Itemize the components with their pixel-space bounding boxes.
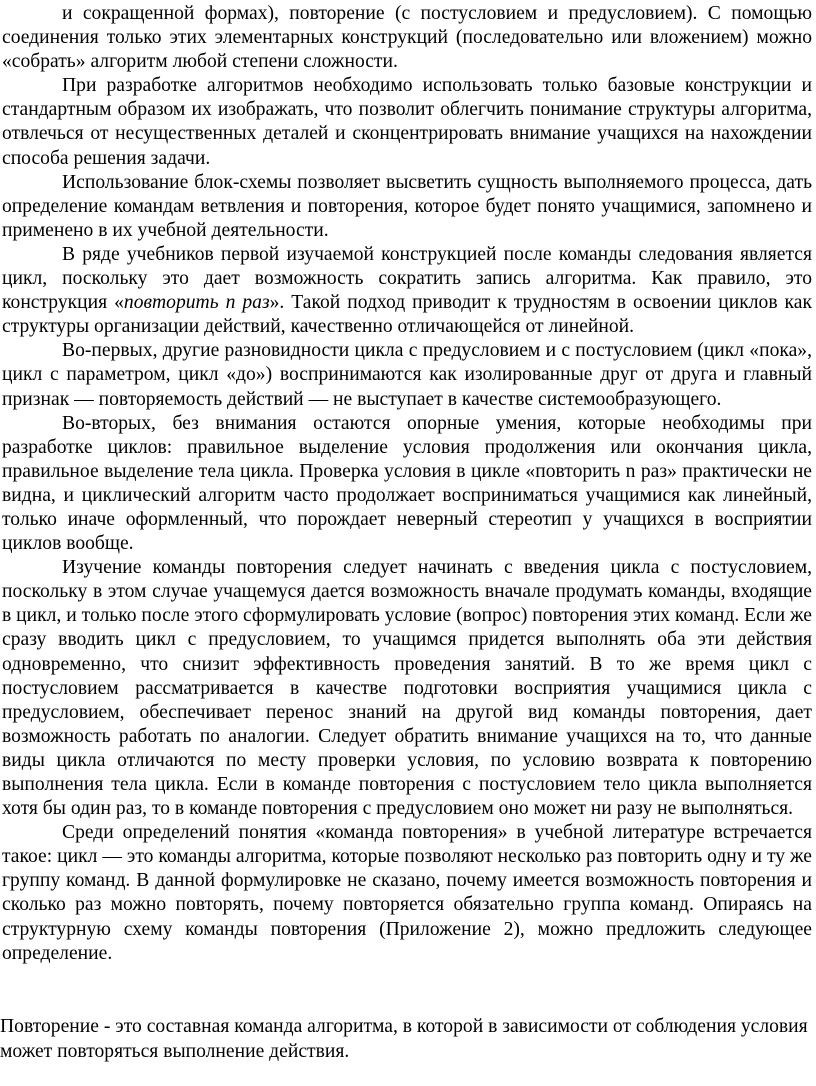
paragraph-8: Среди определений понятия «команда повторения» в учебной литературе встречается такое: цикл — это команды алгоритма, которые позволяют несколько раз повторить одну и ту же группу команд. В данной формулировке не сказано, почему имеется возможность повторения и сколько раз можно повторять, почему повторяется обязательно группа команд. Опираясь на структурную схему команды повторения (Приложение 2), можно предложить следующее определение.: [2, 822, 812, 964]
paragraph-7: Изучение команды повторения следует начинать с введения цикла с постусловием, поскольку в этом случае учащемуся дается возможность вначале продумать команды, входящие в цикл, и только после этого сформулировать условие (вопрос) повторения этих команд. Если же сразу вводить цикл с предусловием, то учащимся придется выполнять оба эти действия одновременно, что снизит эффективность проведения занятий. В то же время цикл с постусловием рассматривается в качестве подготовки восприятия учащимися цикла с предусловием, обеспечивает перенос знаний на другой вид команды повторения, дает возможность работать по аналогии. Следует обратить внимание учащихся на то, что данные виды цикла отличаются по месту проверки условия, по условию возврата к повторению выполнения тела цикла. Если в команде повторения с постусловием тело цикла выполняется хотя бы один раз, то в команде повторения с предусловием оно может ни разу не выполняться.: [2, 557, 812, 820]
definition-paragraph: Повторение - это составная команда алгоритма, в которой в зависимости от соблюдения условия может повторяться выполнение действия.: [0, 1016, 808, 1062]
paragraph-4-text-start: В ряде учебников первой изучаемой конструкцией после команды следования является цикл, поскольку это дает возможность сократить запись алгоритма. Как правило, это конструкция «: [2, 243, 812, 314]
paragraph-4-italic-phrase: повторить n раз: [123, 292, 270, 314]
paragraph-2: При разработке алгоритмов необходимо использовать только базовые конструкции и стандартным образом их изображать, что позволит облегчить понимание структуры алгоритма, отвлечься от несущественных деталей и сконцентрировать внимание учащихся на нахождении способа решения задачи.: [2, 75, 812, 169]
paragraph-4: [2, 243, 812, 339]
document-body: [2, 2, 812, 966]
paragraph-3: Использование блок-схемы позволяет высветить сущность выполняемого процесса, дать определение командам ветвления и повторения, которое будет понято учащимися, запомнено и применено в их учебной деятельности.: [2, 171, 812, 241]
paragraph-6: Во-вторых, без внимания остаются опорные умения, которые необходимы при разработке циклов: правильное выделение условия продолжения или окончания цикла, правильное выделение тела цикла. Проверка условия в цикле «повторить n раз» практически не видна, и циклический алгоритм часто продолжает восприниматься учащимися как линейный, только иначе оформленный, что порождает неверный стереотип у учащихся в восприятии циклов вообще.: [2, 412, 812, 555]
paragraph-5: Во-первых, другие разновидности цикла с предусловием и с постусловием (цикл «пока», цикл с параметром, цикл «до») воспринимаются как изолированные друг от друга и главный признак — повторяемость действий — не выступает в качестве системообразующего.: [2, 340, 812, 410]
paragraph-4-text-end: ». Такой подход приводит к трудностям в освоении циклов как структуры организации действий, качественно отличающейся от линейной.: [2, 292, 812, 338]
paragraph-1: и сокращенной формах), повторение (с постусловием и предусловием). С помощью соединения только этих элементарных конструкций (последовательно или вложением) можно «собрать» алгоритм любой степени сложности.: [2, 3, 812, 73]
